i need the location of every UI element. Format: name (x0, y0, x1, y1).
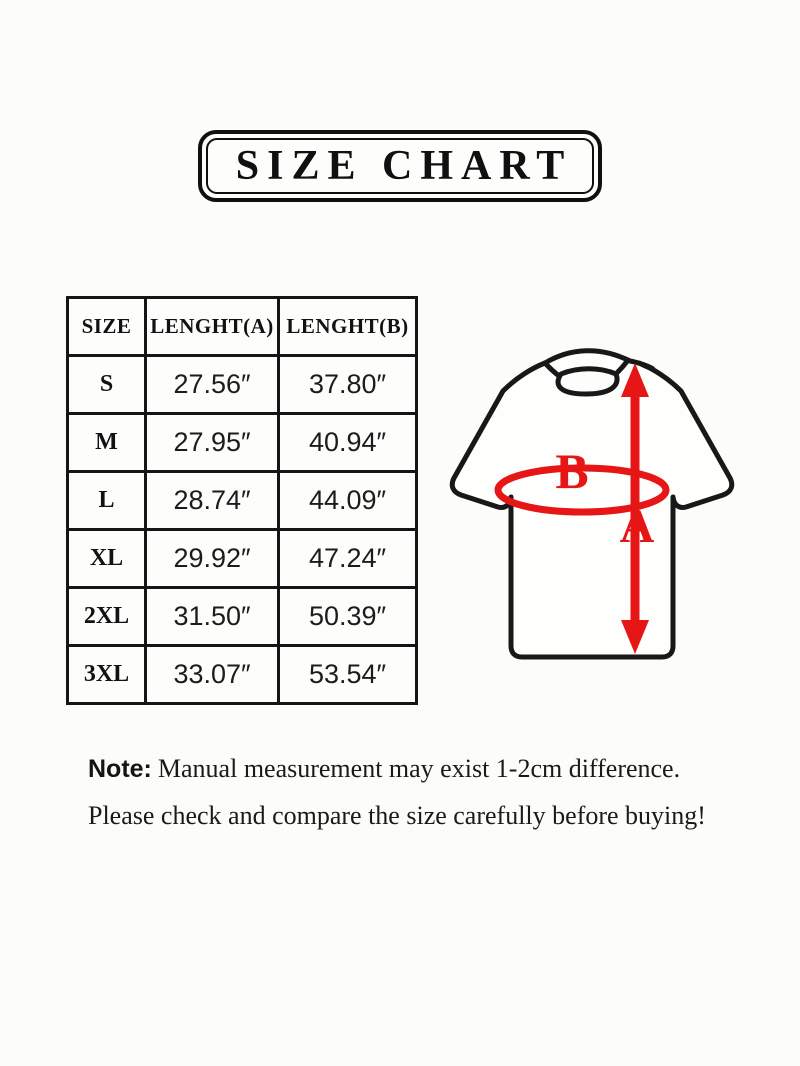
note-line-1 (88, 752, 768, 786)
size-cell: M (68, 414, 146, 472)
measurement-cell: 37.80″ (279, 356, 417, 414)
measurement-cell: 44.09″ (279, 472, 417, 530)
measurement-cell: 29.92″ (146, 530, 279, 588)
banner-inner-frame (206, 138, 594, 194)
size-cell: L (68, 472, 146, 530)
measurement-cell: 28.74″ (146, 472, 279, 530)
table-header-row (68, 298, 417, 356)
girth-label-b: B (555, 443, 589, 499)
size-chart-table (66, 296, 418, 705)
size-cell: XL (68, 530, 146, 588)
size-cell: 2XL (68, 588, 146, 646)
measurement-cell: 50.39″ (279, 588, 417, 646)
measurement-cell: 40.94″ (279, 414, 417, 472)
col-header-length-a: LENGHT(A) (146, 298, 279, 356)
table-row (68, 530, 417, 588)
tshirt-outline (452, 351, 732, 657)
measurement-cell: 31.50″ (146, 588, 279, 646)
table-row (68, 414, 417, 472)
note-text-2: Please check and compare the size carefully before buying! (88, 801, 706, 830)
page-title: SIZE CHART (235, 143, 573, 189)
size-cell: S (68, 356, 146, 414)
note-label: Note: (88, 755, 152, 783)
note-section (88, 752, 768, 833)
note-text-1: Manual measurement may exist 1-2cm difference. (157, 754, 681, 783)
size-chart-banner (198, 130, 602, 202)
tshirt-diagram (440, 340, 760, 680)
table-row (68, 646, 417, 704)
measurement-cell: 47.24″ (279, 530, 417, 588)
tshirt-diagram-svg (440, 340, 760, 680)
size-table-body (68, 356, 417, 704)
table-row (68, 472, 417, 530)
col-header-length-b: LENGHT(B) (279, 298, 417, 356)
measurement-cell: 27.95″ (146, 414, 279, 472)
table-row (68, 588, 417, 646)
measurement-cell: 27.56″ (146, 356, 279, 414)
measurement-cell: 53.54″ (279, 646, 417, 704)
length-label-a: A (619, 500, 655, 553)
table-row (68, 356, 417, 414)
measurement-cell: 33.07″ (146, 646, 279, 704)
size-cell: 3XL (68, 646, 146, 704)
collar-opening (558, 369, 617, 394)
col-header-size: SIZE (68, 298, 146, 356)
